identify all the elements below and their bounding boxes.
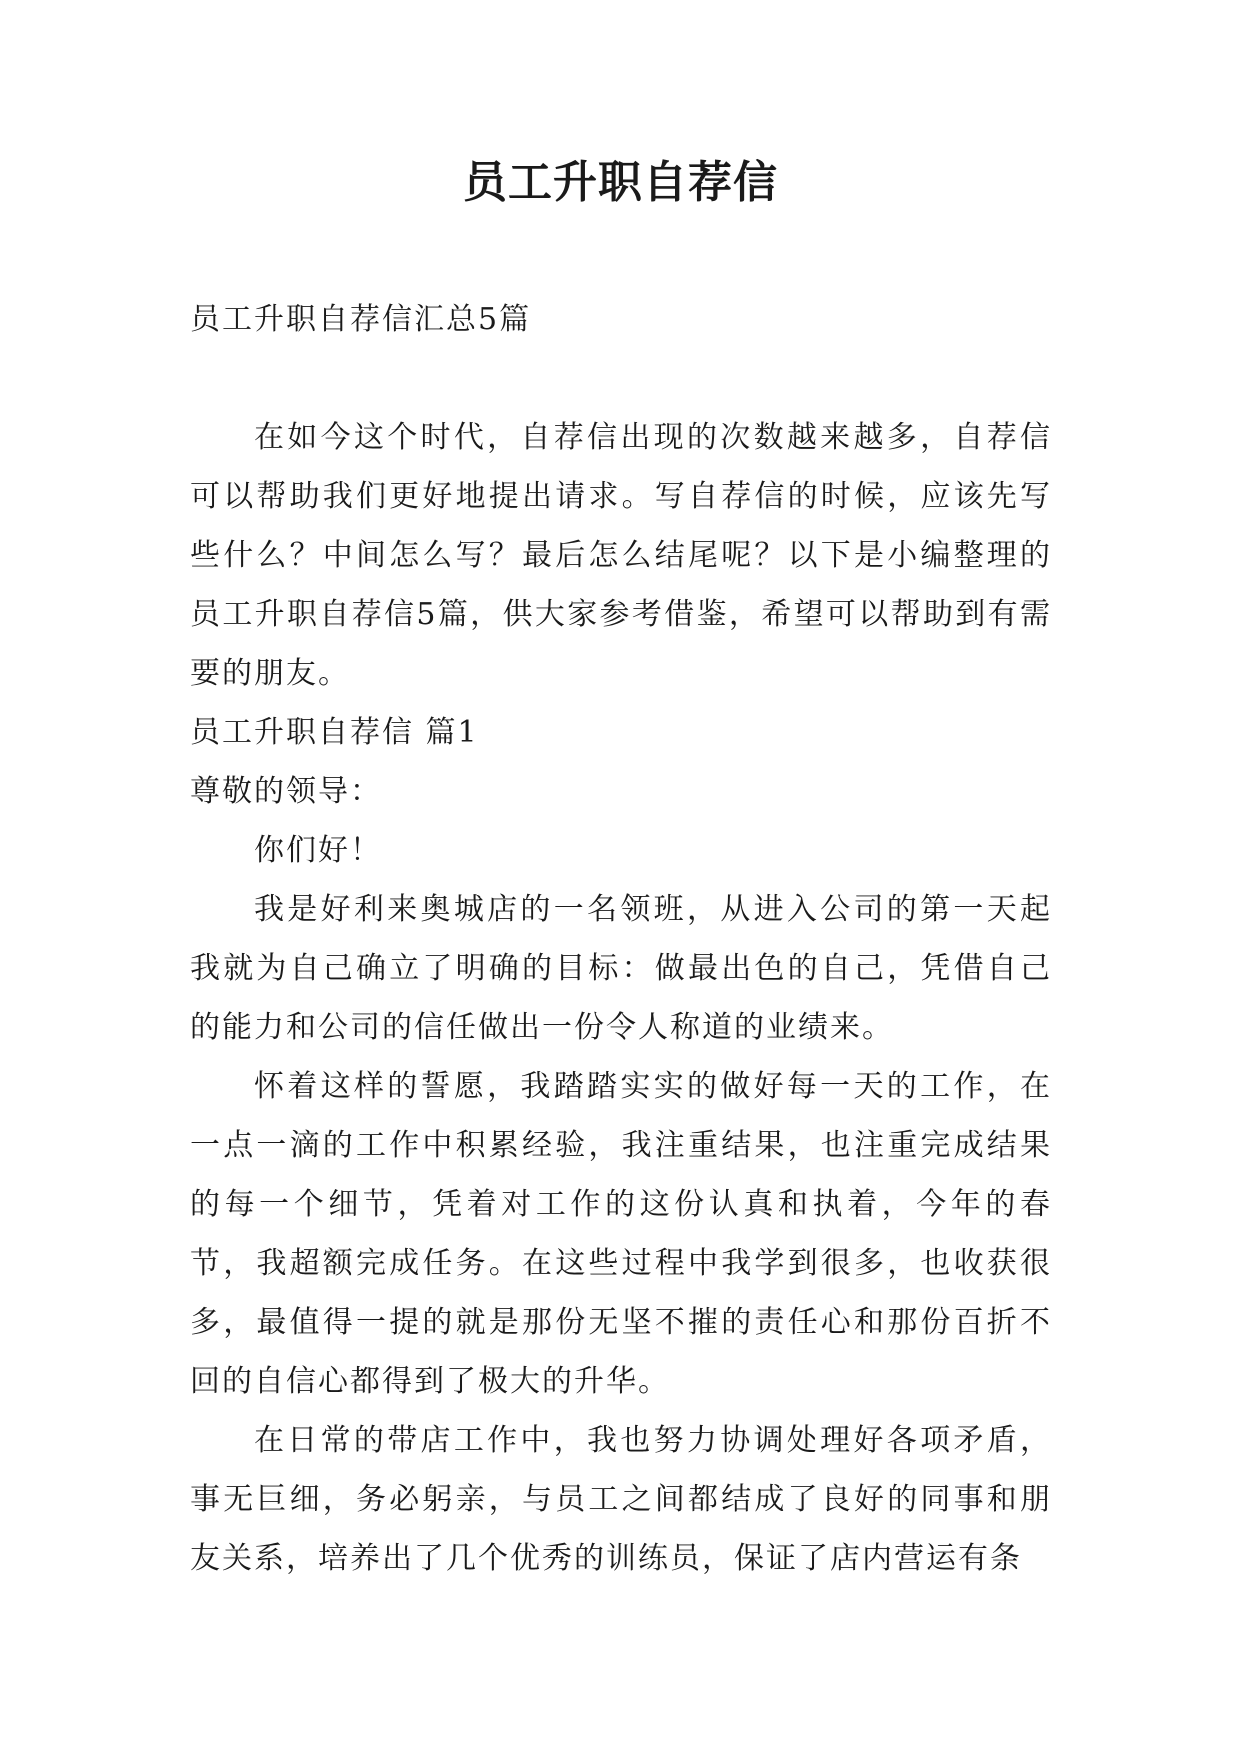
intro-paragraph: 在如今这个时代，自荐信出现的次数越来越多，自荐信可以帮助我们更好地提出请求。写自荐信的时候，应该先写些什么？中间怎么写？最后怎么结尾呢？以下是小编整理的员工升职自荐信5篇，供大家参考借鉴，希望可以帮助到有需要的朋友。 <box>190 420 1052 691</box>
body-paragraph-1: 我是好利来奥城店的一名领班，从进入公司的第一天起我就为自己确立了明确的目标：做最出色的自己，凭借自己的能力和公司的信任做出一份令人称道的业绩来。 <box>190 892 1052 1045</box>
body-paragraph-3: 在日常的带店工作中，我也努力协调处理好各项矛盾，事无巨细，务必躬亲，与员工之间都结成了良好的同事和朋友关系，培养出了几个优秀的训练员，保证了店内营运有条 <box>190 1423 1052 1576</box>
section-heading: 员工升职自荐信 篇1 <box>190 715 479 750</box>
document-body <box>190 290 1052 1588</box>
document-subtitle: 员工升职自荐信汇总5篇 <box>190 302 532 337</box>
document-title: 员工升职自荐信 <box>463 157 778 208</box>
salutation: 尊敬的领导： <box>190 774 382 809</box>
greeting: 你们好！ <box>254 833 382 868</box>
body-paragraph-2: 怀着这样的誓愿，我踏踏实实的做好每一天的工作，在一点一滴的工作中积累经验，我注重结果，也注重完成结果的每一个细节，凭着对工作的这份认真和执着，今年的春节，我超额完成任务。在这些过程中我学到很多，也收获很多，最值得一提的就是那份无坚不摧的责任心和那份百折不回的自信心都得到了极大的升华。 <box>190 1069 1052 1399</box>
